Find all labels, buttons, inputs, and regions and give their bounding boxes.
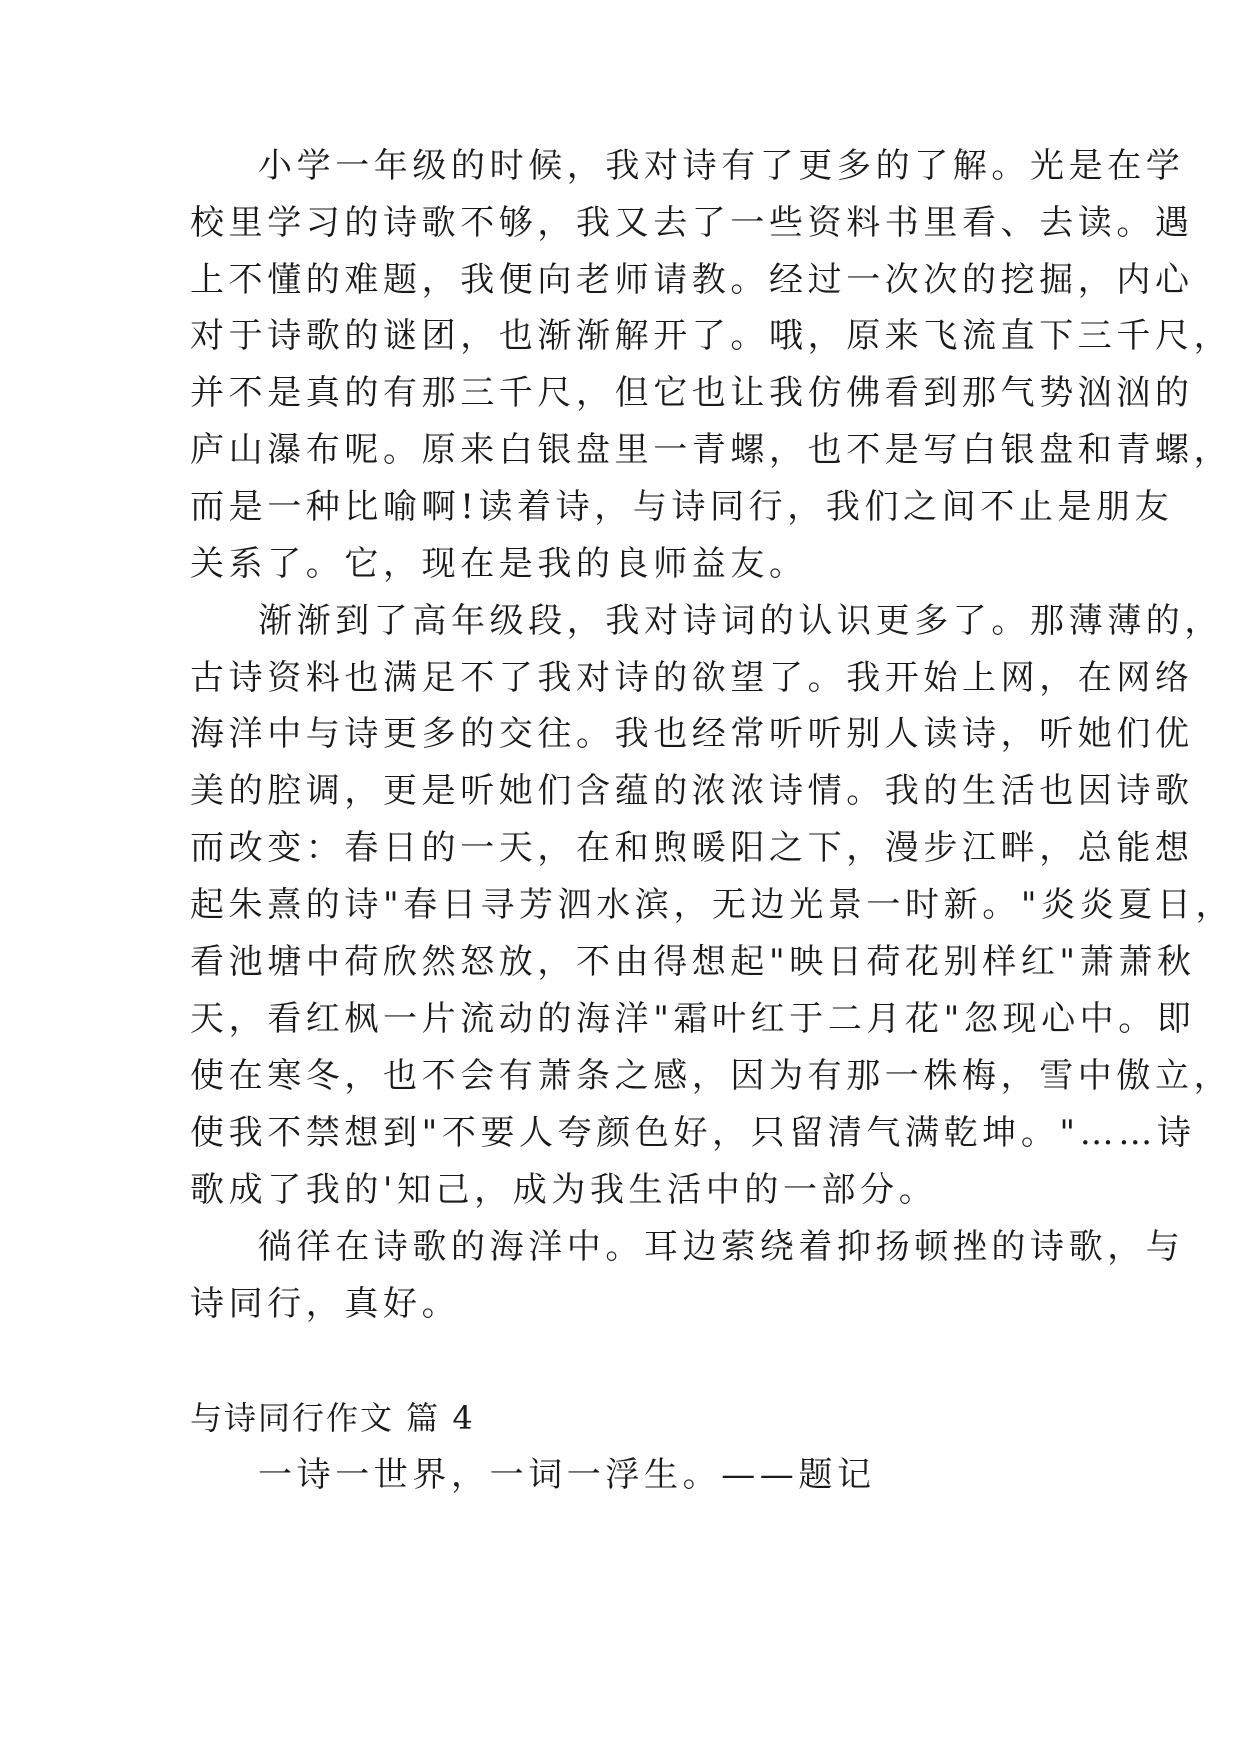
paragraph-line: 而改变：春日的一天，在和煦暖阳之下，漫步江畔，总能想 xyxy=(190,828,1194,868)
epigraph-line: 一诗一世界，一词一浮生。——题记 xyxy=(258,1455,876,1495)
paragraph-line: 古诗资料也满足不了我对诗的欲望了。我开始上网，在网络 xyxy=(190,658,1194,698)
paragraph-line: 庐山瀑布呢。原来白银盘里一青螺，也不是写白银盘和青螺， xyxy=(190,430,1233,470)
section-heading: 与诗同行作文 篇 4 xyxy=(190,1399,475,1437)
paragraph-line: 渐渐到了高年级段，我对诗词的认识更多了。那薄薄的， xyxy=(258,601,1223,641)
paragraph-line: 关系了。它，现在是我的良师益友。 xyxy=(190,544,808,584)
paragraph-line: 而是一种比喻啊!读着诗，与诗同行，我们之间不止是朋友 xyxy=(190,487,1174,527)
paragraph-line: 歌成了我的'知己，成为我生活中的一部分。 xyxy=(190,1170,938,1210)
paragraph-line: 徜徉在诗歌的海洋中。耳边萦绕着抑扬顿挫的诗歌，与 xyxy=(258,1227,1185,1267)
paragraph-line: 诗同行，真好。 xyxy=(190,1284,461,1324)
paragraph-line: 海洋中与诗更多的交往。我也经常听听别人读诗，听她们优 xyxy=(190,714,1194,754)
paragraph-line: 使我不禁想到"不要人夸颜色好，只留清气满乾坤。"……诗 xyxy=(190,1113,1196,1153)
paragraph-line: 起朱熹的诗"春日寻芳泗水滨，无边光景一时新。"炎炎夏日， xyxy=(190,885,1235,925)
paragraph-line: 使在寒冬，也不会有萧条之感，因为有那一株梅，雪中傲立， xyxy=(190,1056,1233,1096)
paragraph-line: 天，看红枫一片流动的海洋"霜叶红于二月花"忽现心中。即 xyxy=(190,999,1196,1039)
paragraph-line: 小学一年级的时候，我对诗有了更多的了解。光是在学 xyxy=(258,146,1185,186)
paragraph-line: 对于诗歌的谜团，也渐渐解开了。哦，原来飞流直下三千尺， xyxy=(190,316,1233,356)
paragraph-line: 并不是真的有那三千尺，但它也让我仿佛看到那气势汹汹的 xyxy=(190,373,1194,413)
paragraph-line: 看池塘中荷欣然怒放，不由得想起"映日荷花别样红"萧萧秋 xyxy=(190,942,1196,982)
paragraph-line: 上不懂的难题，我便向老师请教。经过一次次的挖掘，内心 xyxy=(190,260,1194,300)
paragraph-line: 校里学习的诗歌不够，我又去了一些资料书里看、去读。遇 xyxy=(190,203,1194,243)
paragraph-line: 美的腔调，更是听她们含蕴的浓浓诗情。我的生活也因诗歌 xyxy=(190,771,1194,811)
